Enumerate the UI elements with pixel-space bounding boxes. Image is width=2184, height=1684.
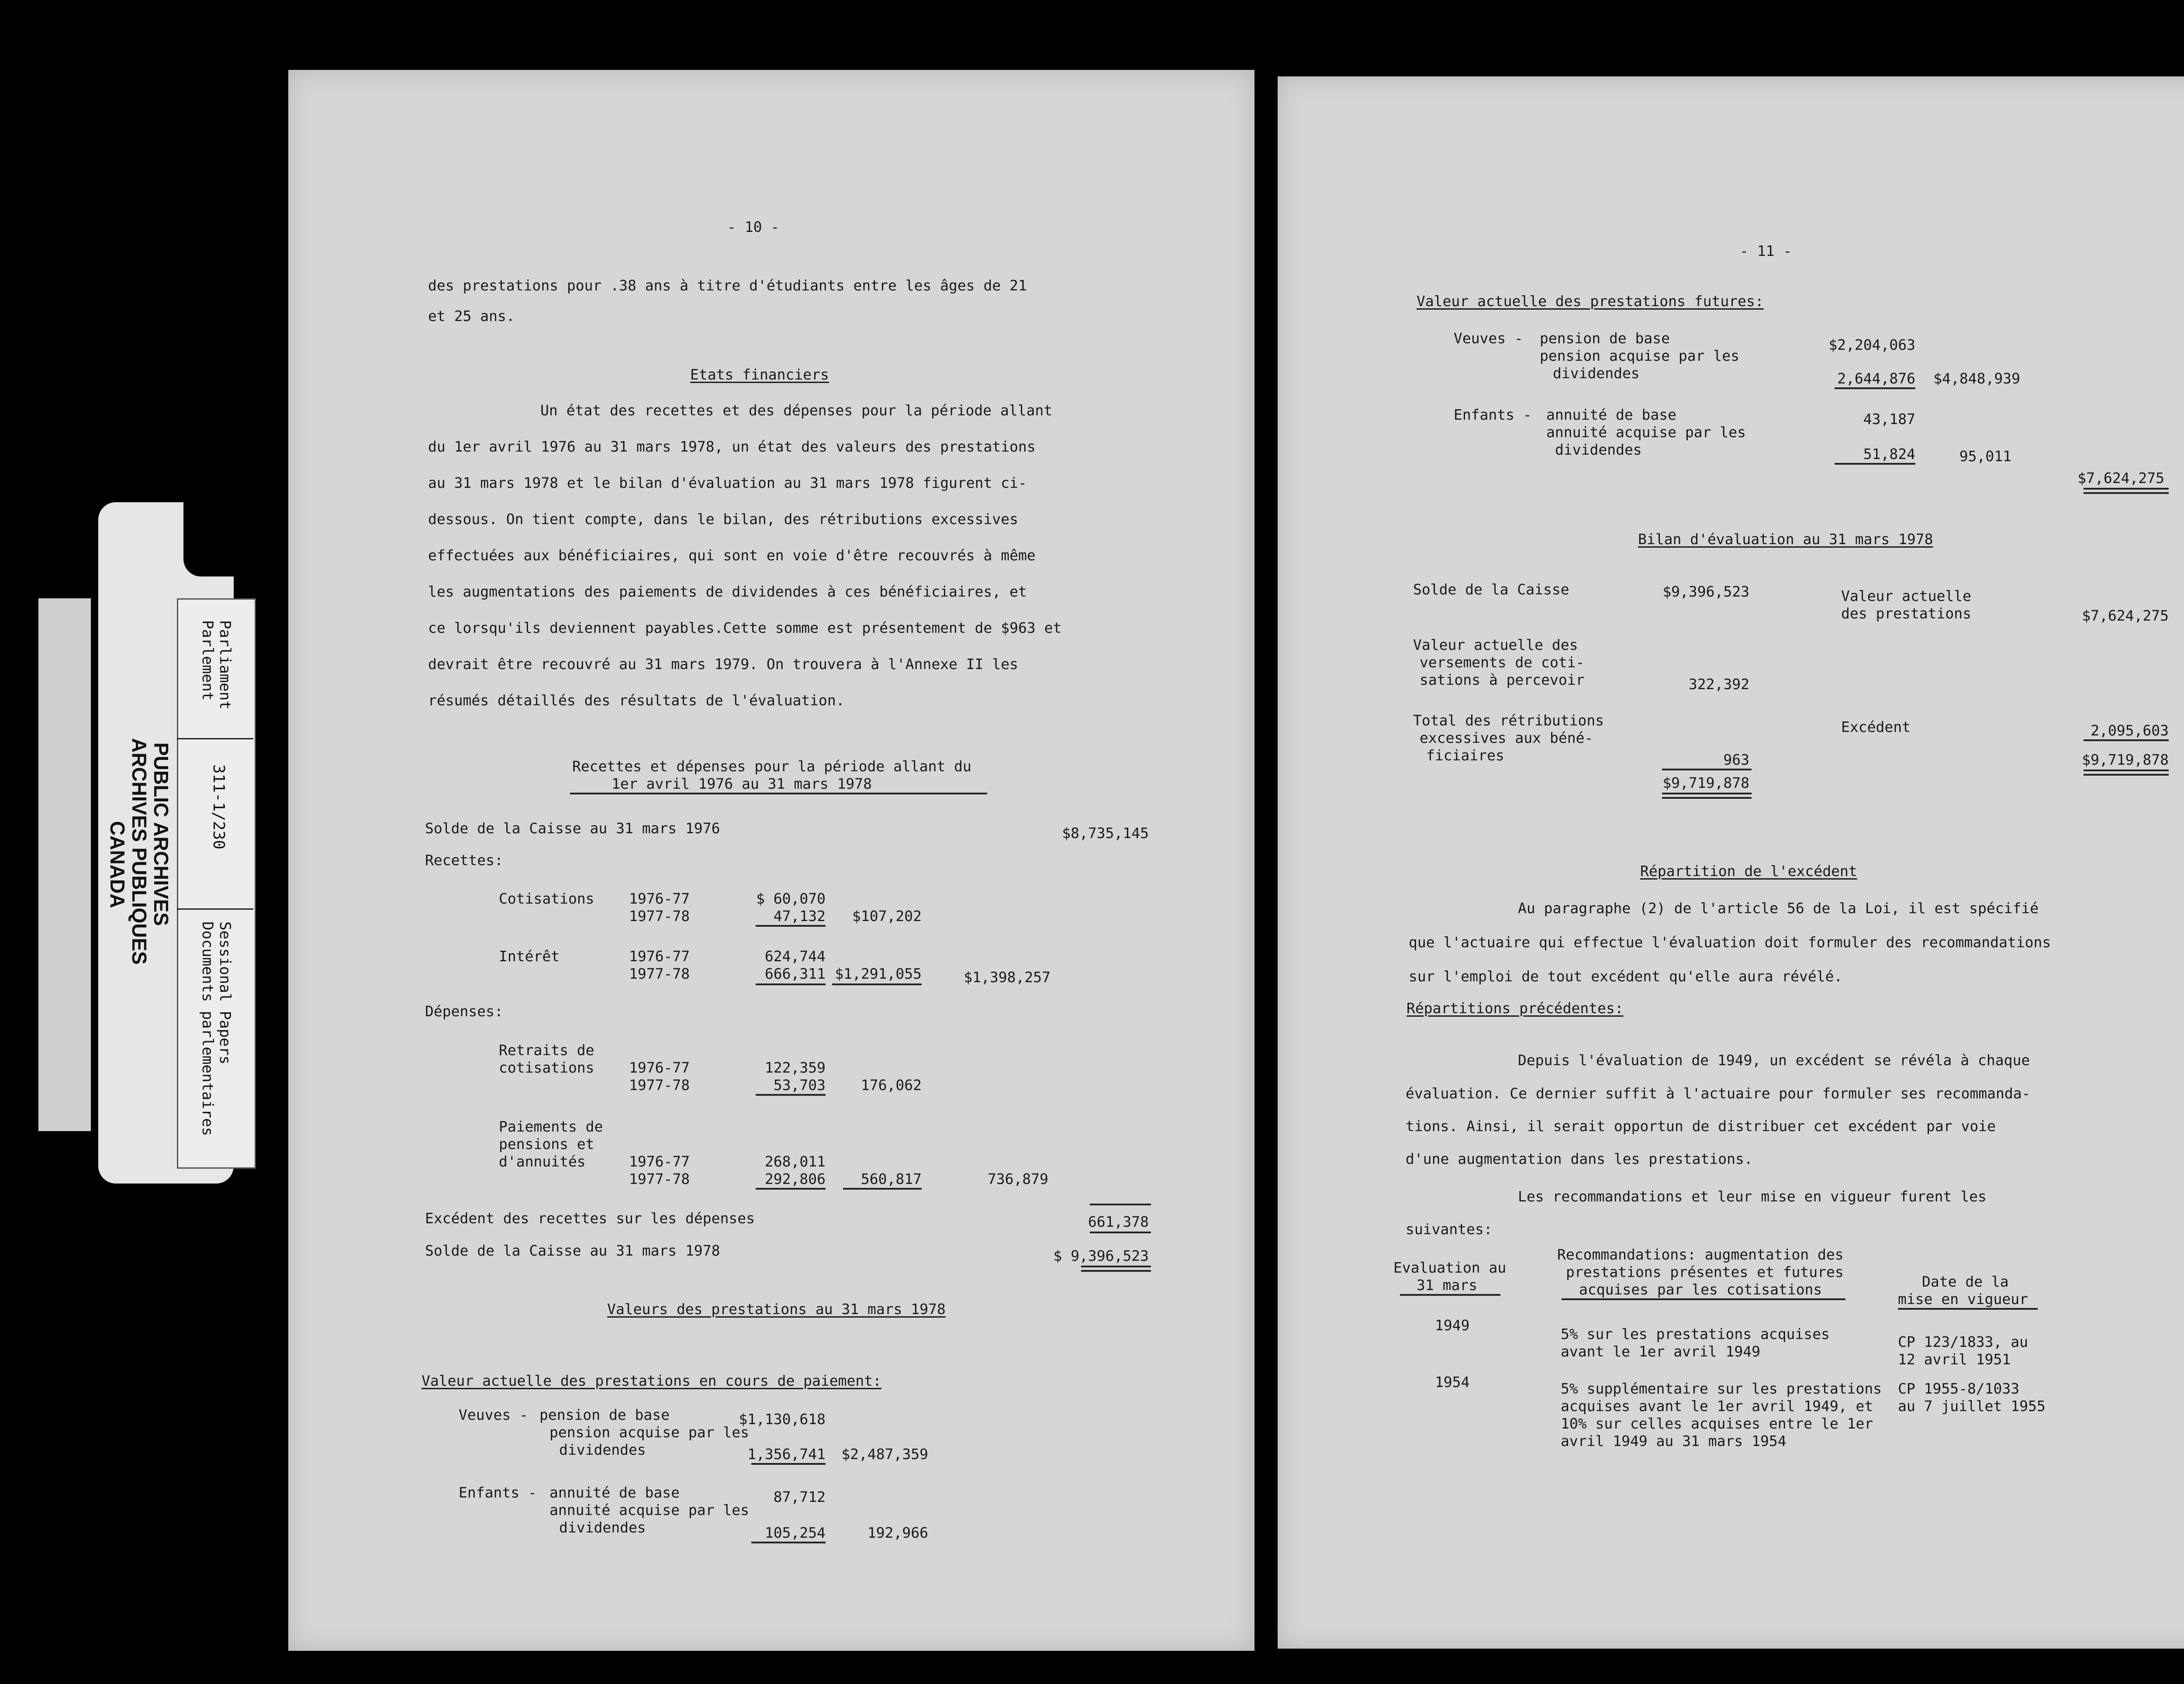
- retraits-year-2: 1977-78: [629, 1077, 690, 1094]
- table-col1-header-1: Evaluation au: [1393, 1259, 1507, 1276]
- repartition-line-2: que l'actuaire qui effectue l'évaluation doit formuler des recommandations: [1409, 934, 2051, 951]
- interet-value-2: 666,311: [764, 965, 826, 982]
- paragraph-line-1: Un état des recettes et des dépenses pour la période allant: [540, 402, 1053, 419]
- solde-1978-double-underline: [1081, 1266, 1151, 1272]
- veuves-label: Veuves -: [1454, 330, 1523, 347]
- solde-value: $9,396,523: [1662, 583, 1749, 600]
- tag-parliament: Parliament: [216, 620, 234, 710]
- document-page-11: [1278, 76, 2184, 1649]
- precedentes-line-1: Depuis l'évaluation de 1949, un excédent se révéla à chaque: [1518, 1052, 2030, 1069]
- bilan-heading: Bilan d'évaluation au 31 mars 1978: [1638, 531, 1933, 548]
- enfants-acquise-value: 105,254: [764, 1524, 826, 1541]
- solde-1976-label: Solde de la Caisse au 31 mars 1976: [425, 820, 720, 837]
- table-row-1-year: 1949: [1435, 1317, 1470, 1334]
- futures-total-double-underline: [2084, 488, 2169, 494]
- paragraph-line-2: du 1er avril 1976 au 31 mars 1978, un état des valeurs des prestations: [428, 438, 1036, 455]
- enfants-acquise-1: annuité acquise par les: [549, 1501, 749, 1518]
- cotisations-total: $107,202: [852, 908, 922, 925]
- veuves-base-value: $2,204,063: [1828, 336, 1915, 353]
- paiements-value-1: 268,011: [764, 1153, 826, 1170]
- depenses-label: Dépenses:: [425, 1003, 503, 1020]
- tag-divider-2: [177, 908, 253, 910]
- table-col2-header-3: acquises par les cotisations: [1579, 1281, 1822, 1298]
- table-col3-header-2: mise en vigueur: [1898, 1291, 2028, 1308]
- table-col3-underline: [1898, 1308, 2038, 1310]
- excedent-label: Excédent: [1841, 718, 1911, 735]
- table-row-2-rec-3: 10% sur celles acquises entre le 1er: [1561, 1415, 1873, 1432]
- enfants-label: Enfants -: [1454, 406, 1532, 423]
- enfants-acquise-value: 51,824: [1863, 445, 1915, 462]
- repartition-heading: Répartition de l'excédent: [1640, 863, 1857, 880]
- precedentes-line-4: d'une augmentation dans les prestations.: [1406, 1150, 1753, 1167]
- interet-underline-1: [756, 983, 826, 985]
- cotisations-value-1: $ 60,070: [756, 890, 826, 907]
- section-heading-etats: Etats financiers: [690, 366, 829, 383]
- paragraph-line-9: résumés détaillés des résultats de l'évaluation.: [428, 692, 845, 709]
- retributions-value: 963: [1723, 751, 1749, 768]
- interet-year-2: 1977-78: [629, 965, 690, 982]
- suivantes-line-1: Les recommandations et leur mise en vigueur furent les: [1518, 1188, 1987, 1205]
- repartition-line-1: Au paragraphe (2) de l'article 56 de la Loi, il est spécifié: [1518, 900, 2039, 917]
- intro-line-2: et 25 ans.: [428, 307, 515, 324]
- interet-value-1: 624,744: [764, 948, 826, 965]
- bilan-total-left-double-underline: [1662, 793, 1752, 799]
- repartition-line-3: sur l'emploi de tout excédent qu'elle aura révélé.: [1409, 968, 1843, 985]
- bilan-total-right-double-underline: [2084, 770, 2169, 776]
- solde-label: Solde de la Caisse: [1413, 581, 1569, 598]
- veuves-acquise-value: 1,356,741: [747, 1446, 826, 1463]
- enfants-base: annuité de base: [549, 1484, 680, 1501]
- bilan-total-left: $9,719,878: [1662, 774, 1749, 791]
- paiements-label-3: d'annuités: [499, 1153, 586, 1170]
- excedent-overline: [1090, 1204, 1151, 1205]
- versements-label-3: sations à percevoir: [1420, 671, 1585, 688]
- recettes-label: Recettes:: [425, 852, 503, 869]
- table-row-2-year: 1954: [1435, 1373, 1470, 1391]
- veuves-base: pension de base: [539, 1406, 670, 1423]
- versements-label-1: Valeur actuelle des: [1413, 636, 1578, 653]
- valeur-prestations-value: $7,624,275: [2082, 607, 2169, 624]
- page-number: - 11 -: [1740, 242, 1792, 259]
- paragraph-line-8: devrait être recouvré au 31 mars 1979. On trouvera à l'Annexe II les: [428, 656, 1019, 673]
- table-row-1-rec-1: 5% sur les prestations acquises: [1561, 1325, 1830, 1342]
- bilan-total-right: $9,719,878: [2082, 751, 2169, 768]
- retributions-label-3: ficiaires: [1426, 747, 1504, 764]
- cotisations-year-1: 1976-77: [629, 890, 690, 907]
- versements-label-2: versements de coti-: [1420, 654, 1585, 671]
- paiements-total: 560,817: [860, 1170, 922, 1187]
- table-row-2-rec-4: avril 1949 au 31 mars 1954: [1561, 1432, 1787, 1449]
- solde-1978-label: Solde de la Caisse au 31 mars 1978: [425, 1242, 720, 1259]
- retraits-label-1: Retraits de: [499, 1042, 594, 1059]
- enfants-base: annuité de base: [1546, 406, 1677, 423]
- paiements-label-2: pensions et: [499, 1135, 594, 1153]
- table-row-2-date-1: CP 1955-8/1033: [1898, 1380, 2020, 1397]
- paragraph-line-4: dessous. On tient compte, dans le bilan, des rétributions excessives: [428, 511, 1019, 528]
- excedent-value: 2,095,603: [2091, 722, 2169, 739]
- futures-heading: Valeur actuelle des prestations futures:: [1417, 293, 1764, 310]
- paiements-year-1: 1976-77: [629, 1153, 690, 1170]
- retraits-total: 176,062: [860, 1077, 922, 1094]
- enfants-base-value: 87,712: [773, 1488, 826, 1505]
- valeur-prestations-label-2: des prestations: [1841, 605, 1972, 622]
- paiements-value-2: 292,806: [764, 1170, 826, 1187]
- suivantes-line-2: suivantes:: [1406, 1221, 1493, 1238]
- intro-line-1: des prestations pour .38 ans à titre d'étudiants entre les âges de 21: [428, 277, 1027, 294]
- veuves-acquise-2: dividendes: [559, 1441, 646, 1458]
- recettes-total: $1,398,257: [964, 969, 1051, 986]
- excedent-value: 661,378: [1088, 1213, 1149, 1230]
- table-row-1-date-2: 12 avril 1951: [1898, 1351, 2011, 1368]
- retraits-label-2: cotisations: [499, 1059, 594, 1076]
- table-col2-header-1: Recommandations: augmentation des: [1557, 1246, 1844, 1263]
- page-number: - 10 -: [727, 218, 780, 235]
- retributions-label-2: excessives aux béné-: [1420, 729, 1593, 746]
- futures-total: $7,624,275: [2077, 469, 2164, 487]
- excedent-underline: [1090, 1232, 1151, 1233]
- table-col2-header-2: prestations présentes et futures: [1566, 1263, 1844, 1280]
- receipts-heading-line-2: 1er avril 1976 au 31 mars 1978: [612, 775, 872, 792]
- table-col2-underline: [1562, 1298, 1845, 1300]
- table-row-2-rec-1: 5% supplémentaire sur les prestations: [1561, 1380, 1882, 1397]
- table-row-2-date-2: au 7 juillet 1955: [1898, 1398, 2046, 1415]
- precedentes-line-3: tions. Ainsi, il serait opportun de distribuer cet excédent par voie: [1406, 1118, 1996, 1135]
- tag-parlement: Parlement: [199, 620, 216, 701]
- table-row-1-date-1: CP 123/1833, au: [1898, 1333, 2028, 1350]
- tag-notch: [183, 502, 234, 576]
- valeur-prestations-label-1: Valeur actuelle: [1841, 587, 1972, 604]
- paiements-label-1: Paiements de: [499, 1118, 603, 1135]
- en-cours-heading: Valeur actuelle des prestations en cours de paiement:: [422, 1372, 881, 1389]
- veuves-total: $4,848,939: [1933, 370, 2020, 387]
- veuves-base: pension de base: [1540, 330, 1670, 347]
- interet-underline-2: [832, 983, 922, 985]
- veuves-acquise-1: pension acquise par les: [1540, 347, 1739, 364]
- retraits-value-2: 53,703: [773, 1077, 826, 1094]
- tag-number: 311-1/230: [210, 764, 228, 850]
- paragraph-line-3: au 31 mars 1978 et le bilan d'évaluation au 31 mars 1978 figurent ci-: [428, 474, 1027, 491]
- tag-sessional: Sessional Papers: [216, 921, 234, 1065]
- cotisations-year-2: 1977-78: [629, 908, 690, 925]
- paiements-underline-2: [843, 1188, 922, 1190]
- table-col1-header-2: 31 mars: [1417, 1277, 1478, 1294]
- enfants-base-value: 43,187: [1863, 411, 1915, 428]
- receipts-heading-underline: [570, 793, 987, 794]
- receipts-heading-line-1: Recettes et dépenses pour la période allant du: [572, 758, 971, 775]
- enfants-acquise-2: dividendes: [1555, 441, 1642, 458]
- table-row-1-rec-2: avant le 1er avril 1949: [1561, 1343, 1760, 1360]
- enfants-acquise-2: dividendes: [559, 1519, 646, 1536]
- precedentes-line-2: évaluation. Ce dernier suffit à l'actuaire pour formuler ses recommanda-: [1406, 1085, 2031, 1102]
- tag-public-archives: PUBLIC ARCHIVES: [150, 742, 173, 926]
- veuves-base-value: $1,130,618: [739, 1411, 826, 1428]
- paragraph-line-5: effectuées aux bénéficiaires, qui sont en voie d'être recouvrés à même: [428, 547, 1036, 564]
- tag-canada: CANADA: [106, 821, 129, 908]
- tag-documents: Documents parlementaires: [199, 921, 216, 1136]
- precedentes-heading: Répartitions précédentes:: [1406, 1000, 1624, 1017]
- retraits-value-1: 122,359: [764, 1059, 826, 1076]
- interet-year-1: 1976-77: [629, 948, 690, 965]
- veuves-label: Veuves -: [459, 1406, 528, 1423]
- interet-label: Intérêt: [499, 948, 560, 965]
- veuves-underline: [1835, 387, 1915, 389]
- interet-total: $1,291,055: [835, 965, 922, 982]
- enfants-acquise-1: annuité acquise par les: [1546, 424, 1746, 441]
- solde-1976-value: $8,735,145: [1062, 825, 1149, 842]
- depenses-total: 736,879: [987, 1170, 1048, 1187]
- table-row-2-rec-2: acquises avant le 1er avril 1949, et: [1561, 1398, 1873, 1415]
- veuves-acquise-1: pension acquise par les: [549, 1424, 749, 1441]
- solde-1978-value: $ 9,396,523: [1053, 1247, 1149, 1264]
- veuves-acquise-2: dividendes: [1553, 365, 1640, 382]
- enfants-underline: [751, 1542, 826, 1543]
- veuves-total: $2,487,359: [841, 1446, 928, 1463]
- veuves-underline: [751, 1463, 826, 1465]
- retraits-year-1: 1976-77: [629, 1059, 690, 1076]
- paiements-underline-1: [756, 1188, 826, 1190]
- cotisations-label: Cotisations: [499, 890, 594, 907]
- paragraph-line-6: les augmentations des paiements de dividendes à ces bénéficiaires, et: [428, 583, 1027, 600]
- enfants-label: Enfants -: [459, 1484, 537, 1501]
- veuves-acquise-value: 2,644,876: [1837, 370, 1915, 387]
- tag-archives-publiques: ARCHIVES PUBLIQUES: [128, 738, 151, 965]
- enfants-total: 95,011: [1959, 448, 2011, 465]
- cotisations-underline: [756, 925, 826, 927]
- paiements-year-2: 1977-78: [629, 1170, 690, 1187]
- excedent-underline: [2084, 739, 2169, 741]
- valeurs-heading: Valeurs des prestations au 31 mars 1978: [607, 1301, 946, 1318]
- cotisations-value-2: 47,132: [773, 908, 826, 925]
- retributions-label-1: Total des rétributions: [1413, 712, 1604, 729]
- table-col1-underline: [1400, 1294, 1500, 1296]
- enfants-underline: [1835, 463, 1915, 465]
- versements-value: 322,392: [1688, 676, 1749, 693]
- document-page-10: [288, 70, 1254, 1651]
- tag-divider-1: [177, 738, 253, 739]
- tag-back: [38, 598, 91, 1131]
- retributions-underline: [1662, 769, 1752, 770]
- table-col3-header-1: Date de la: [1922, 1273, 2009, 1290]
- paragraph-line-7: ce lorsqu'ils deviennent payables.Cette somme est présentement de $963 et: [428, 619, 1062, 636]
- excedent-label: Excédent des recettes sur les dépenses: [425, 1210, 755, 1227]
- retraits-underline: [756, 1094, 826, 1096]
- enfants-total: 192,966: [867, 1524, 928, 1541]
